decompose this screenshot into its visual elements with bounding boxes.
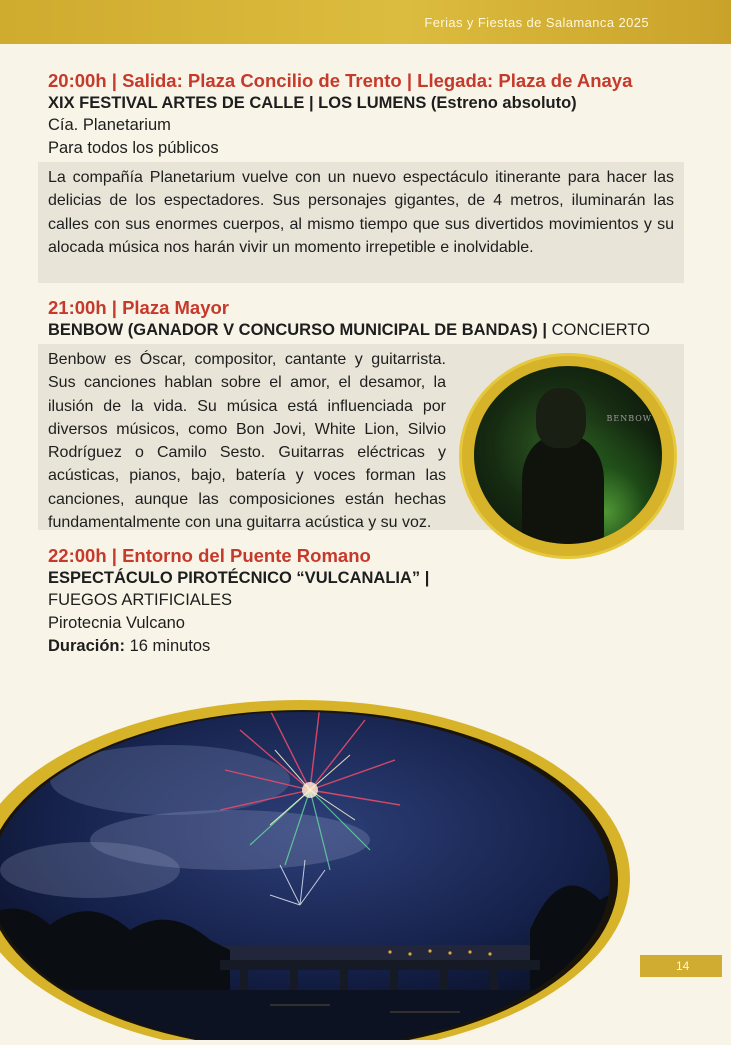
event-1-audience: Para todos los públicos bbox=[48, 139, 219, 157]
event-3 bbox=[48, 544, 683, 658]
event-3-duration bbox=[48, 635, 683, 658]
event-3-title: ESPECTÁCULO PIROTÉCNICO “VULCANALIA” | bbox=[48, 569, 430, 587]
event-1-description-box bbox=[38, 162, 684, 283]
fireworks-photo bbox=[0, 690, 660, 1040]
event-2 bbox=[48, 296, 683, 341]
page-number: 14 bbox=[640, 955, 722, 977]
event-1 bbox=[48, 69, 683, 160]
event-1-description: La compañía Planetarium vuelve con un nuevo espectáculo itinerante para hacer las delicias de los espectadores. Sus personajes gigantes, de 4 metros, iluminarán las calles con sus enormes cuerpos, al mismo tiempo que sus divertidos movimientos y su alocada música nos harán vivir un momento irrepetible e inolvidable. bbox=[48, 169, 674, 256]
photo-caption: BENBOW bbox=[606, 414, 652, 423]
event-2-title-bold: BENBOW (GANADOR V CONCURSO MUNICIPAL DE BANDAS) | bbox=[48, 321, 548, 339]
singer-silhouette-body bbox=[522, 436, 604, 544]
event-2-title bbox=[48, 319, 683, 341]
event-3-company: Pirotecnia Vulcano bbox=[48, 614, 185, 632]
event-2-time-place: 21:00h | Plaza Mayor bbox=[48, 297, 230, 318]
event-1-company: Cía. Planetarium bbox=[48, 116, 171, 134]
header-bar bbox=[0, 0, 731, 44]
event-3-time-place: 22:00h | Entorno del Puente Romano bbox=[48, 545, 371, 566]
concert-photo bbox=[474, 366, 662, 544]
fireworks-illustration bbox=[0, 690, 660, 1040]
event-1-title: XIX FESTIVAL ARTES DE CALLE | LOS LUMENS (Estreno absoluto) bbox=[48, 94, 577, 112]
header-title: Ferias y Fiestas de Salamanca 2025 bbox=[424, 15, 649, 30]
event-3-duration-value: 16 minutos bbox=[125, 637, 211, 655]
singer-silhouette-head bbox=[536, 388, 586, 448]
event-2-description: Benbow es Óscar, compositor, cantante y guitarrista. Sus canciones hablan sobre el amor, el desamor, la ilusión de la vida. Su música está influenciada por diversos músicos, como Bon Jovi, White Lion, Silvio Rodríguez o Camilo Sesto. Guitarras eléctricas y acústicas, pianos, bajo, batería y voces forman las canciones, aunque las composiciones están hechas fundamentalmente con una guitarra acústica y su voz. bbox=[48, 351, 446, 532]
event-3-duration-label: Duración: bbox=[48, 637, 126, 655]
event-1-time-place: 20:00h | Salida: Plaza Concilio de Trento | Llegada: Plaza de Anaya bbox=[48, 70, 633, 91]
event-2-title-normal: CONCIERTO bbox=[547, 321, 651, 339]
event-3-category: FUEGOS ARTIFICIALES bbox=[48, 591, 232, 609]
